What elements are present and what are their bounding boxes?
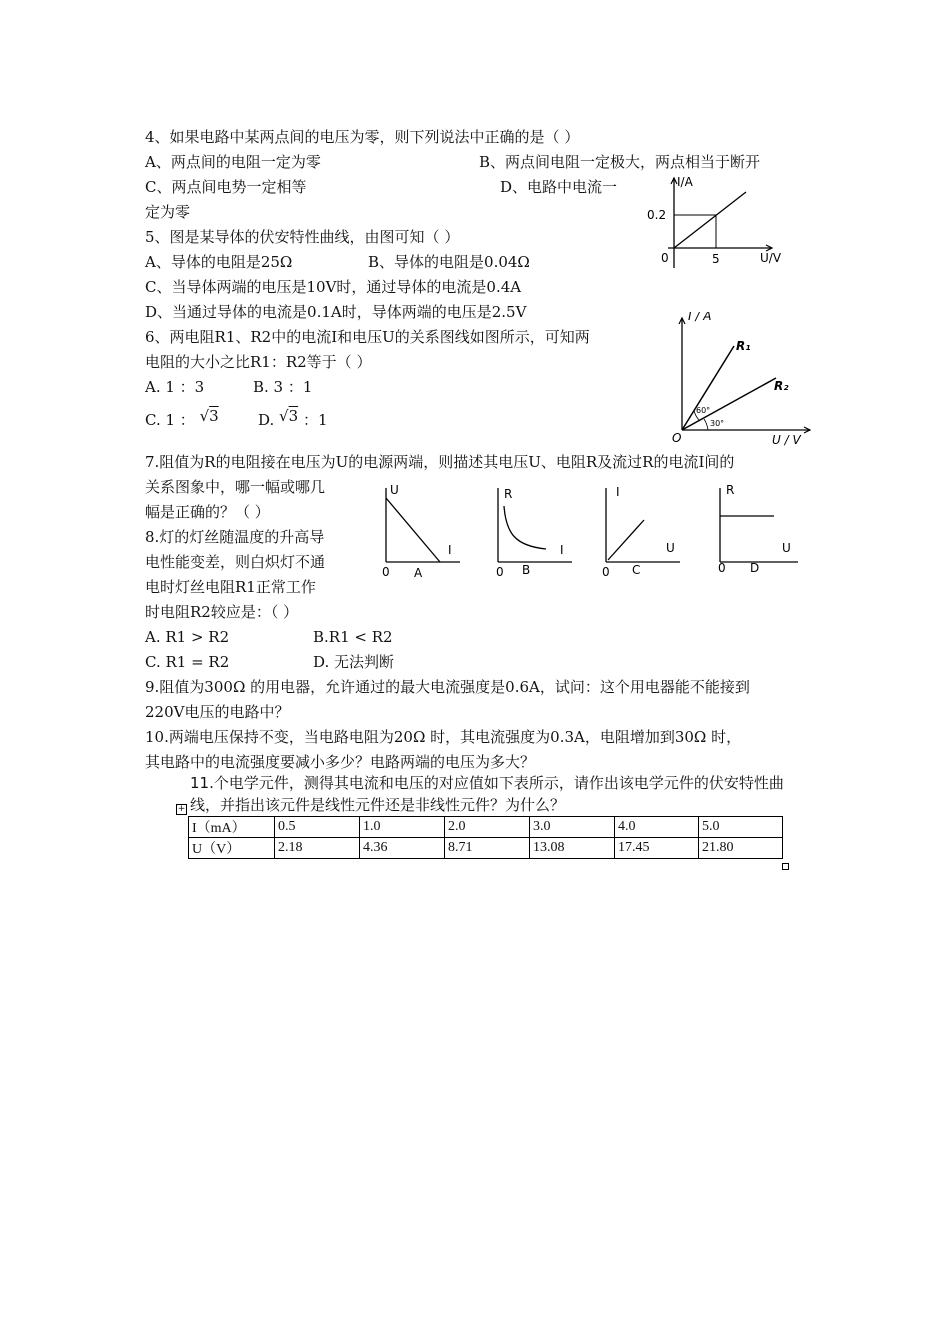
- q7-graph-a-y-label: U: [390, 483, 399, 497]
- q7-graph-d-origin: 0: [718, 561, 726, 575]
- q6-option-d-suffix: ：1: [302, 411, 328, 429]
- q7-graph-c: [598, 482, 688, 582]
- q7-graph-d-x-label: U: [782, 541, 791, 555]
- q6-option-d: D. √3 ：1: [258, 407, 328, 429]
- q7-graph-a: [378, 482, 468, 582]
- q7-graph-a-origin: 0: [382, 565, 390, 579]
- q4-option-a: A、两点间的电阻一定为零: [145, 153, 321, 171]
- q7-stem-2: 关系图象中，哪一幅或哪几: [145, 478, 326, 496]
- q7-graph-d-y-label: R: [726, 483, 735, 497]
- q7-graph-c-origin: 0: [602, 565, 610, 579]
- q6-label-r1: R₁: [736, 339, 751, 353]
- q7-graph-c-tag: C: [632, 563, 641, 577]
- q7-graph-c-y-label: I: [616, 485, 620, 499]
- q5-option-d: D、当通过导体的电流是0.1A时，导体两端的电压是2.5V: [145, 303, 527, 321]
- q8-line-4: 时电阻R2较应是：（ ）: [145, 603, 299, 621]
- q5-iv-graph: [640, 170, 790, 280]
- q7-graph-d: [712, 482, 806, 582]
- q6-option-a: A. 1 ：3: [145, 378, 205, 396]
- q7-graph-c-line: [608, 520, 644, 560]
- q6-label-r2: R₂: [774, 379, 789, 393]
- q4-option-b: B、两点间电阻一定极大，两点相当于断开: [479, 153, 761, 171]
- q6-option-c-prefix: C. 1 ：: [145, 411, 195, 429]
- q6-angle-60: 60°: [696, 406, 711, 415]
- q5-option-a: A、导体的电阻是25Ω: [145, 253, 293, 271]
- q7-graph-a-tag: A: [414, 566, 423, 580]
- q7-graph-b-y-label: R: [504, 487, 513, 501]
- q8-option-a: A. R1 > R2: [145, 628, 230, 646]
- q8-line-3: 电时灯丝电阻R1正常工作: [145, 578, 316, 596]
- q7-graph-b: [490, 482, 580, 582]
- q5-option-c: C、当导体两端的电压是10V时，通过导体的电流是0.4A: [145, 278, 522, 296]
- table-cell: 17.45: [615, 838, 699, 859]
- table-cell: 21.80: [699, 838, 783, 859]
- table-cell: 0.5: [275, 817, 360, 838]
- q7-graph-d-tag: D: [750, 561, 760, 575]
- q6-origin: O: [672, 431, 682, 445]
- q5-x-label: U/V: [760, 251, 782, 265]
- q6-iv-graph: [668, 312, 818, 447]
- q6-line-r1: [682, 346, 734, 430]
- q7-graph-a-x-label: I: [448, 543, 452, 557]
- q5-y-label: I/A: [677, 175, 693, 189]
- q7-graph-b-origin: 0: [496, 565, 504, 579]
- table-cell: 4.36: [360, 838, 445, 859]
- q4-option-d-cont: 定为零: [145, 203, 191, 221]
- table-cell: 2.0: [445, 817, 530, 838]
- table-cell: I（mA）: [189, 817, 275, 838]
- q7-graph-b-x-label: I: [560, 543, 564, 557]
- q7-stem-3: 幅是正确的？（ ）: [145, 503, 270, 521]
- q11-line-2: 线，并指出该元件是线性元件还是非线性元件？为什么？: [190, 796, 566, 814]
- q6-option-d-prefix: D.: [258, 411, 275, 429]
- q8-option-c: C. R1 = R2: [145, 653, 230, 671]
- q6-x-label: U / V: [772, 433, 801, 447]
- q5-iv-line: [674, 192, 746, 248]
- table-resize-handle-icon[interactable]: [782, 863, 789, 870]
- q7-graph-c-x-label: U: [666, 541, 675, 555]
- table-row: [189, 838, 783, 859]
- table-cell: 1.0: [360, 817, 445, 838]
- q11-line-1: 11.个电学元件，测得其电流和电压的对应值如下表所示，请作出该电学元件的伏安特性曲: [190, 774, 784, 792]
- table-cell: 8.71: [445, 838, 530, 859]
- q8-line-1: 8.灯的灯丝随温度的升高导: [145, 528, 325, 546]
- table-cell: 2.18: [275, 838, 360, 859]
- table-cell: 5.0: [699, 817, 783, 838]
- q6-stem-1: 6、两电阻R1、R2中的电流I和电压U的关系图线如图所示，可知两: [145, 328, 590, 346]
- q11-data-table: [188, 816, 783, 859]
- q10-line-1: 10.两端电压保持不变，当电路电阻为20Ω 时，其电流强度为0.3A，电阻增加到30Ω 时，: [145, 728, 742, 746]
- table-cell: 3.0: [530, 817, 615, 838]
- q6-angle-30: 30°: [710, 419, 725, 428]
- q8-option-b: B.R1 < R2: [313, 628, 393, 646]
- q6-y-label: I / A: [688, 312, 712, 323]
- q6-option-d-root: 3: [288, 407, 299, 425]
- q7-graph-b-curve: [504, 506, 546, 549]
- q4-option-c: C、两点间电势一定相等: [145, 178, 307, 196]
- q10-line-2: 其电路中的电流强度要减小多少？电路两端的电压为多大？: [145, 753, 536, 771]
- q6-option-b: B. 3 ：1: [253, 378, 313, 396]
- q4-stem: 4、如果电路中某两点间的电压为零，则下列说法中正确的是（ ）: [145, 128, 580, 146]
- q5-option-b: B、导体的电阻是0.04Ω: [368, 253, 530, 271]
- q9-line-2: 220V电压的电路中？: [145, 703, 290, 721]
- table-cell: U（V）: [189, 838, 275, 859]
- table-cell: 13.08: [530, 838, 615, 859]
- q5-y-tick: 0.2: [647, 208, 667, 222]
- q5-x-tick: 5: [712, 252, 720, 266]
- q6-stem-2: 电阻的大小之比R1：R2等于（ ）: [145, 353, 372, 371]
- q8-line-2: 电性能变差，则白炽灯不通: [145, 553, 326, 571]
- q5-stem: 5、图是某导体的伏安特性曲线，由图可知（ ）: [145, 228, 460, 246]
- q7-graph-a-line: [386, 498, 440, 562]
- q6-option-c-root: 3: [209, 407, 219, 425]
- table-row: [189, 817, 783, 838]
- q6-option-c: C. 1 ： √3: [145, 407, 219, 429]
- q9-line-1: 9.阻值为300Ω 的用电器，允许通过的最大电流强度是0.6A，试问：这个用电器能不能接到: [145, 678, 750, 696]
- q8-option-d: D. 无法判断: [313, 653, 395, 671]
- table-move-handle-icon[interactable]: +: [177, 804, 186, 814]
- table-cell: 4.0: [615, 817, 699, 838]
- q4-option-d: D、电路中电流一: [500, 178, 618, 196]
- q7-graph-b-tag: B: [522, 563, 531, 577]
- q7-stem-1: 7.阻值为R的电阻接在电压为U的电源两端，则描述其电压U、电阻R及流过R的电流I间的: [145, 453, 735, 471]
- q6-line-r2: [682, 378, 776, 430]
- q5-origin: 0: [661, 251, 669, 265]
